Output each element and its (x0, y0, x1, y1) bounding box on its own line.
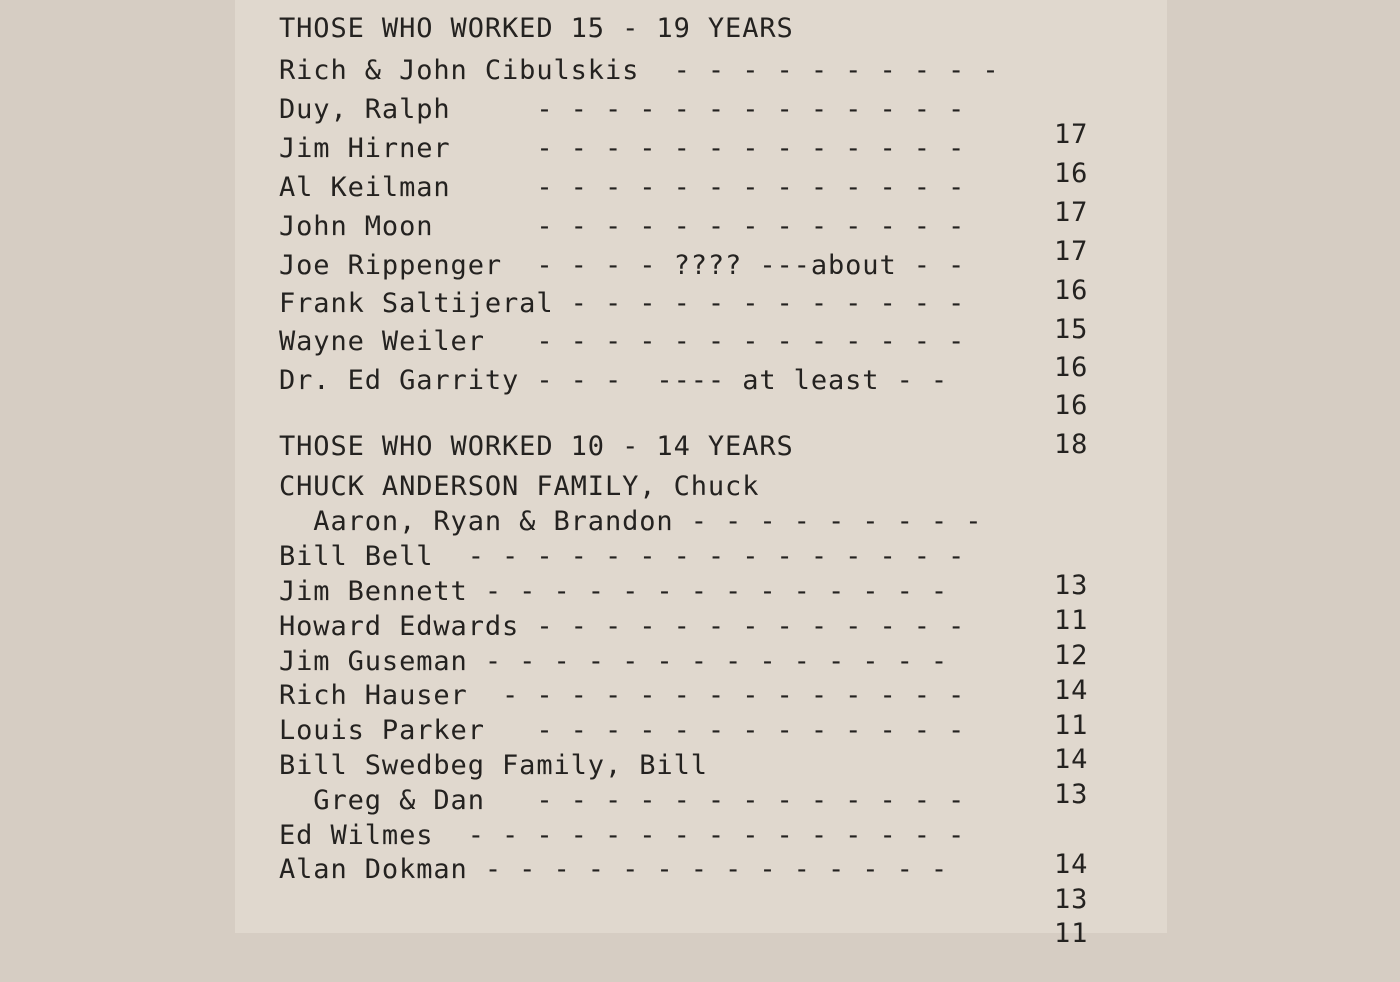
entry-years: 12 (1054, 640, 1089, 671)
entry-name: Louis Parker - - - - - - - - - - - - - (279, 715, 966, 746)
list-item (279, 854, 1089, 982)
entry-years: 18 (1054, 429, 1089, 460)
entry-name: Jim Hirner - - - - - - - - - - - - - (279, 133, 966, 164)
entry-name: Jim Guseman - - - - - - - - - - - - - - (279, 646, 949, 677)
entry-name: Ed Wilmes - - - - - - - - - - - - - - - (279, 820, 966, 851)
entry-years: 17 (1054, 197, 1089, 228)
entry-years: 16 (1054, 390, 1089, 421)
entry-name: John Moon - - - - - - - - - - - - - (279, 211, 966, 242)
entry-years: 16 (1054, 158, 1089, 189)
section-heading-10-14: THOSE WHO WORKED 10 - 14 YEARS (279, 431, 794, 462)
entry-years: 16 (1054, 352, 1089, 383)
entry-name: Bill Swedbeg Family, Bill (279, 750, 708, 781)
entry-name: Al Keilman - - - - - - - - - - - - - (279, 172, 966, 203)
entry-years: 14 (1054, 675, 1089, 706)
entry-years: 17 (1054, 236, 1089, 267)
entry-name: Rich Hauser - - - - - - - - - - - - - - (279, 680, 966, 711)
entry-years: 15 (1054, 314, 1089, 345)
entry-years: 11 (1054, 710, 1089, 741)
entry-name: Dr. Ed Garrity - - - ---- at least - - (279, 365, 949, 396)
entry-name: Bill Bell - - - - - - - - - - - - - - - (279, 541, 966, 572)
entry-years: 16 (1054, 275, 1089, 306)
entry-name: Howard Edwards - - - - - - - - - - - - - (279, 611, 966, 642)
entry-name: CHUCK ANDERSON FAMILY, Chuck (279, 471, 760, 502)
entry-years: 17 (1054, 119, 1089, 150)
entry-years: 14 (1054, 744, 1089, 775)
entry-name: Greg & Dan - - - - - - - - - - - - - (279, 785, 966, 816)
entry-years: 13 (1054, 779, 1089, 810)
entry-name: Joe Rippenger - - - - ???? ---about - - (279, 250, 966, 281)
entry-years: 11 (1054, 605, 1089, 636)
entry-name: Rich & John Cibulskis - - - - - - - - - - (279, 55, 1000, 86)
entry-years: 13 (1054, 884, 1089, 915)
entry-name: Duy, Ralph - - - - - - - - - - - - - (279, 94, 966, 125)
section-heading-15-19: THOSE WHO WORKED 15 - 19 YEARS (279, 13, 794, 44)
entry-name: Aaron, Ryan & Brandon - - - - - - - - - (279, 506, 983, 537)
entry-name: Jim Bennett - - - - - - - - - - - - - - (279, 576, 949, 607)
entry-name: Wayne Weiler - - - - - - - - - - - - - (279, 326, 966, 357)
entry-name: Frank Saltijeral - - - - - - - - - - - - (279, 288, 966, 319)
entry-years: 11 (1054, 918, 1089, 949)
entry-name: Alan Dokman - - - - - - - - - - - - - - (279, 854, 949, 885)
entry-years: 13 (1054, 570, 1089, 601)
entry-years: 14 (1054, 849, 1089, 880)
